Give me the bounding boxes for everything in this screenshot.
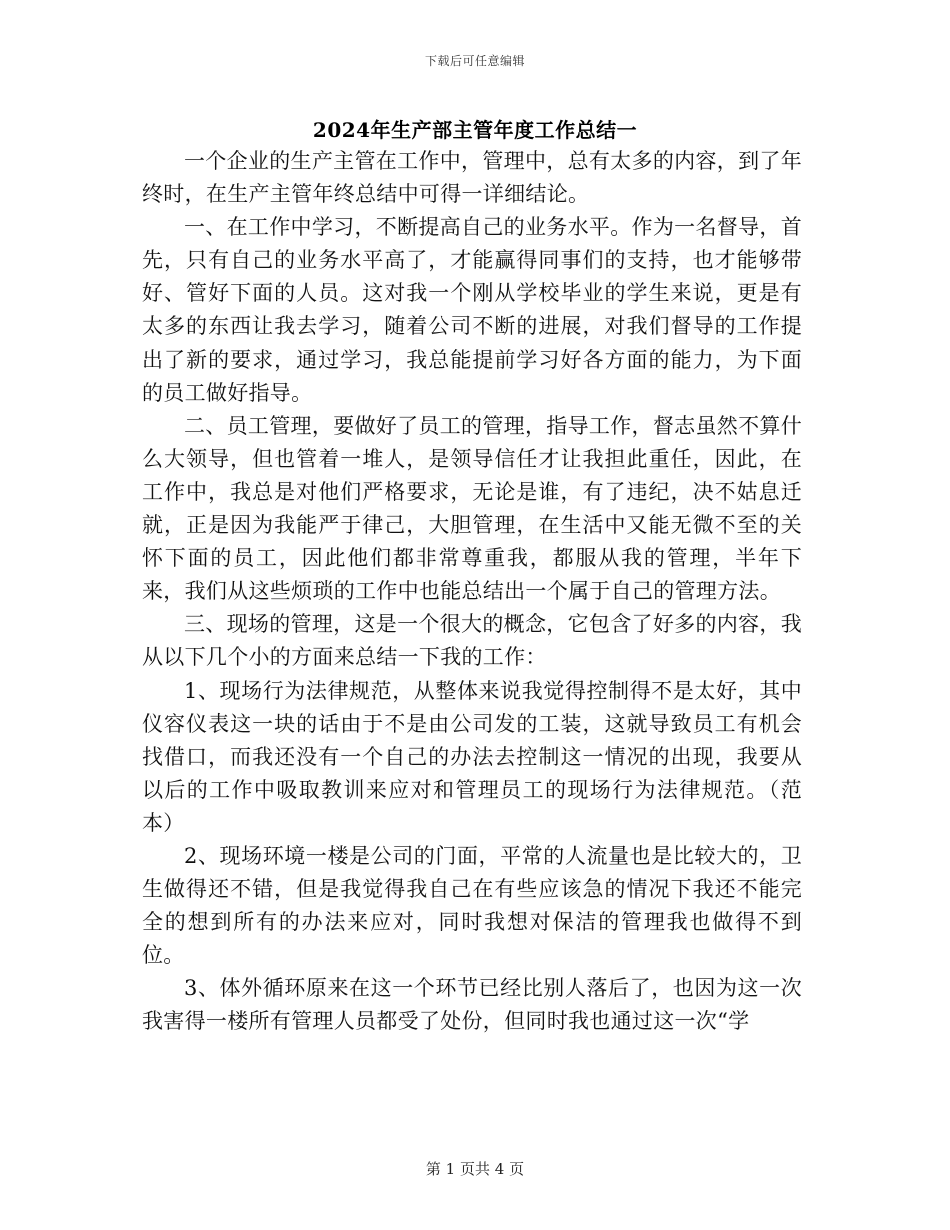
document-body	[142, 145, 802, 1039]
paragraph-item-1: 1、现场行为法律规范，从整体来说我觉得控制得不是太好，其中仪容仪表这一块的话由于不是由公司发的工装，这就导致员工有机会找借口，而我还没有一个自己的办法去控制这一情况的出现，我要从以后的工作中吸取教训来应对和管理员工的现场行为法律规范。（范本）	[142, 678, 802, 835]
paragraph-section-3: 三、现场的管理，这是一个很大的概念，它包含了好多的内容，我从以下几个小的方面来总结一下我的工作：	[142, 612, 802, 670]
paragraph-intro: 一个企业的生产主管在工作中，管理中，总有太多的内容，到了年终时，在生产主管年终总结中可得一详细结论。	[142, 149, 802, 207]
document-title: 2024年生产部主管年度工作总结一	[312, 118, 638, 142]
paragraph-section-1: 一、在工作中学习，不断提高自己的业务水平。作为一名督导，首先，只有自己的业务水平高了，才能赢得同事们的支持，也才能够带好、管好下面的人员。这对我一个刚从学校毕业的学生来说，更是有太多的东西让我去学习，随着公司不断的进展，对我们督导的工作提出了新的要求，通过学习，我总能提前学习好各方面的能力，为下面的员工做好指导。	[142, 215, 802, 405]
header-note: 下载后可任意编辑	[424, 54, 525, 68]
page-number: 第 1 页共 4 页	[425, 1160, 525, 1178]
paragraph-item-2: 2、现场环境一楼是公司的门面，平常的人流量也是比较大的，卫生做得还不错，但是我觉得我自己在有些应该急的情况下我还不能完全的想到所有的办法来应对，同时我想对保洁的管理我也做得不到位。	[142, 843, 802, 968]
paragraph-section-2: 二、员工管理，要做好了员工的管理，指导工作，督志虽然不算什么大领导，但也管着一堆人，是领导信任才让我担此重任，因此，在工作中，我总是对他们严格要求，无论是谁，有了违纪，决不姑息迁就，正是因为我能严于律己，大胆管理，在生活中又能无微不至的关怀下面的员工，因此他们都非常尊重我，都服从我的管理，半年下来，我们从这些烦琐的工作中也能总结出一个属于自己的管理方法。	[142, 413, 802, 604]
paragraph-item-3: 3、体外循环原来在这一个环节已经比别人落后了，也因为这一次我害得一楼所有管理人员都受了处份，但同时我也通过这一次“学	[142, 976, 802, 1034]
